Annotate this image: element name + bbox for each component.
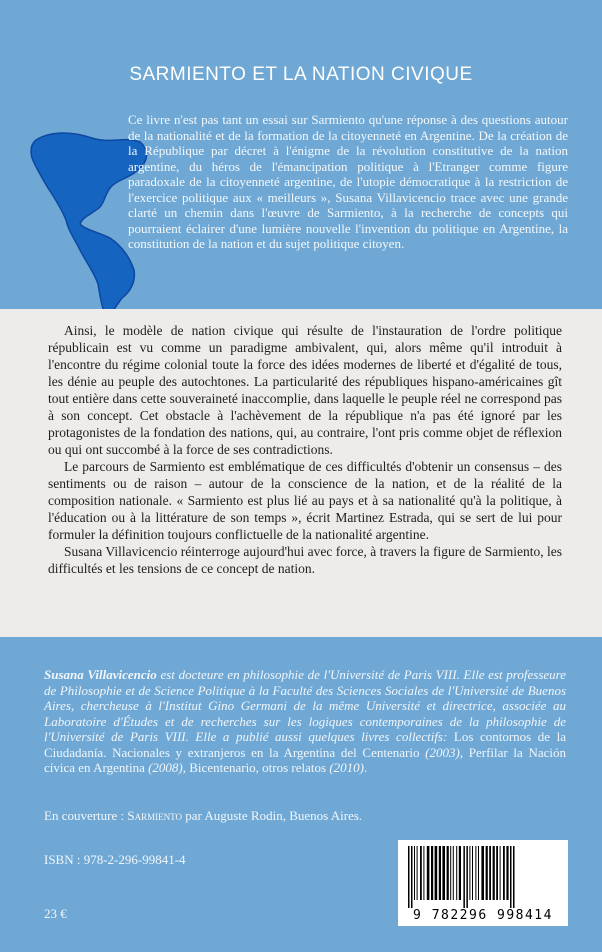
barcode-bar — [447, 846, 449, 900]
barcode-bar — [472, 846, 473, 900]
paragraph: Susana Villavicencio réinterroge aujourd'hui avec force, à travers la figure de Sarmiento, les difficultés et les tensions de ce concept de nation. — [48, 544, 562, 576]
barcode-bar — [450, 846, 451, 900]
bio-year: (2010) — [329, 760, 365, 775]
barcode-bar — [420, 846, 422, 900]
barcode-bar — [475, 846, 476, 900]
barcode-bar — [408, 846, 410, 908]
barcode-bar — [489, 846, 491, 900]
bio-text: . — [364, 760, 368, 775]
price: 23 € — [44, 906, 67, 921]
bio-text: , Bicentenario, otros relatos — [182, 760, 330, 775]
cover-credit-name: Sarmiento — [127, 808, 182, 823]
barcode-bar — [466, 846, 468, 908]
barcode-bar — [478, 846, 479, 900]
barcode-bar — [442, 846, 445, 900]
barcode-bar — [417, 846, 418, 900]
bio-text: , Perfilar la Nación cívica en Argentina — [44, 744, 566, 775]
bio-year: (2008) — [148, 760, 183, 775]
barcode-bar — [481, 846, 484, 900]
barcode-bar — [453, 846, 454, 900]
barcode-bar — [503, 846, 505, 900]
isbn: ISBN : 978-2-296-99841-4 — [44, 852, 186, 867]
bio-italic-text: est docteure en philosophie de l'Université de Paris VIII. Elle est professeure de Philosophie et de Science Politique à la Faculté des Sciences Sociales de l'Université de Buenos Aires, chercheuse à l'Institut Gino Germani de la même Université et directrice, associée au Laboratoire d'Études et de recherches sur les logiques contemporaines de la philosophie de l'Université de Paris VIII. Elle a publié aussi quelques livres collectifs: — [44, 667, 566, 744]
barcode-bar — [496, 846, 498, 900]
barcode-bar — [456, 846, 457, 900]
barcode-number: 9 782296 998414 — [413, 908, 553, 923]
barcode-bar — [469, 846, 470, 900]
barcode-bar — [513, 846, 515, 908]
barcode-bar — [423, 846, 424, 900]
barcode-bar — [463, 846, 465, 908]
bio-text: Los contornos de la Ciudadanía. Nacionales y extranjeros en la Argentina del Centenario — [44, 729, 566, 760]
barcode-bar — [510, 846, 512, 908]
barcode-bar — [500, 846, 501, 900]
paragraph: Ainsi, le modèle de nation civique qui résulte de l'instauration de l'ordre politique républicain est vu comme un paradigme ambivalent, qui, alors même qu'il introduit à l'encontre du régime colonial toute la force des idées modernes de liberté et d'égalité de tous, les dénie au peuple des autochtones. La particularité des républiques hispano-américaines gît tout entière dans cette souveraineté inaccomplie, dans laquelle le peuple réel ne correspond pas à son concept. Cet obstacle à l'achèvement de la république n'a pas été ignoré par les protagonistes de la fondation des nations, qui, au contraire, l'ont pris comme objet de réflexion ou qui ont succombé à la force de ses contradictions. — [48, 323, 562, 457]
barcode — [398, 840, 568, 926]
barcode-bar — [431, 846, 433, 900]
barcode-bar — [439, 846, 441, 900]
bio-year: (2003) — [425, 744, 460, 760]
barcode-bar — [506, 846, 508, 900]
author-bio — [44, 667, 566, 776]
cover-credit-suffix: par Auguste Rodin, Buenos Aires. — [181, 808, 363, 823]
author-name: Susana Villavicencio — [44, 667, 157, 682]
main-text — [48, 322, 562, 577]
book-title: SARMIENTO ET LA NATION CIVIQUE — [129, 64, 473, 85]
barcode-bar — [486, 846, 488, 900]
cover-credit — [44, 808, 362, 824]
intro-text: Ce livre n'est pas tant un essai sur Sarmiento qu'une réponse à des questions autour de la nationalité et de la formation de la citoyenneté en Argentine. De la création de la République par décret à l'énigme de la révolution constitutive de la nation argentine, du héros de l'émancipation politique à l'Etranger comme figure paradoxale de la citoyenneté argentine, de l'utopie démocratique à la restriction de l'exercice politique aux « meilleurs », Susana Villavicencio trace avec une grande clarté un chemin dans l'œuvre de Sarmiento, à la recherche de concepts qui pourraient éclairer d'une lumière nouvelle l'invention du politique en Argentine, la constitution de la nation et du sujet politique citoyen. — [128, 112, 568, 251]
barcode-bar — [459, 846, 461, 900]
paragraph: Le parcours de Sarmiento est emblématique de ces difficultés d'obtenir un consensus – des sentiments ou de raison – autour de la conscience de la nation, et de la réalité de la composition nationale. « Sarmiento est plus lié au pays et à sa nationalité qu'à la politique, à l'éducation ou à la littérature de son temps », écrit Martinez Estrada, qui se sert de lui pour formuler la définition toujours conflictuelle de la nationalité argentine. — [48, 459, 562, 542]
barcode-bars-icon — [398, 840, 568, 908]
barcode-bar — [411, 846, 413, 908]
cover-credit-prefix: En couverture : — [44, 808, 128, 823]
barcode-bar — [427, 846, 430, 900]
barcode-bar — [493, 846, 495, 900]
barcode-bar — [435, 846, 438, 900]
barcode-bar — [414, 846, 415, 900]
